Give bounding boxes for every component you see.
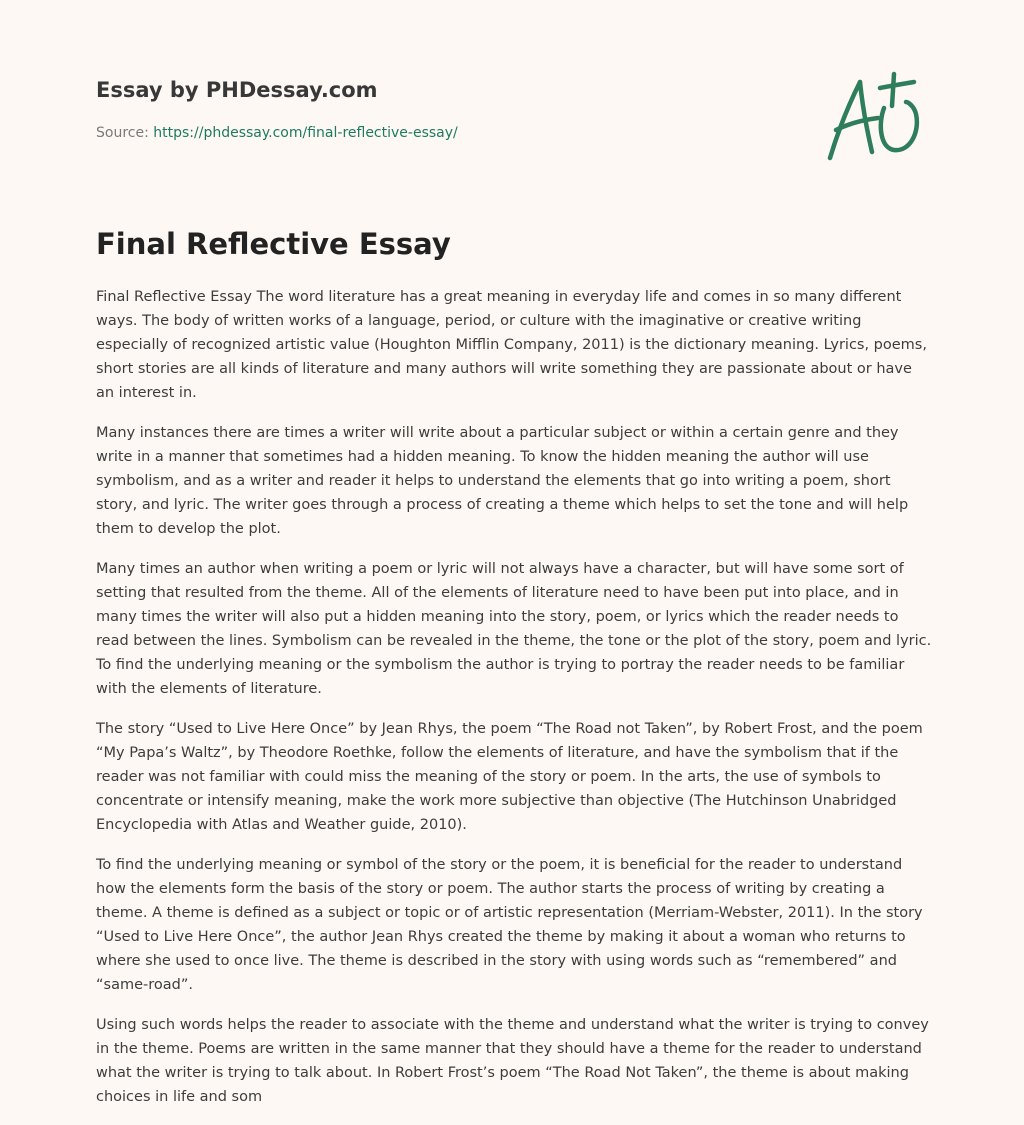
a-plus-logo-icon <box>822 68 926 166</box>
source-line <box>96 124 458 142</box>
site-brand: Essay by PHDessay.com <box>96 78 378 102</box>
paragraph: To find the underlying meaning or symbol of the story or the poem, it is beneficial for the reader to understand how the elements form the basis of the story or poem. The author starts the process of writing by creating a theme. A theme is defined as a subject or topic or of artistic representation (Merriam-Webster, 2011). In the story “Used to Live Here Once”, the author Jean Rhys created the theme by making it about a woman who returns to where she used to once live. The theme is described in the story with using words such as “remembered” and “same-road”. <box>96 857 923 993</box>
paragraph: Final Reflective Essay The word literature has a great meaning in everyday life and comes in so many different ways. The body of written works of a language, period, or culture with the imaginative or creative writing especially of recognized artistic value (Houghton Mifflin Company, 2011) is the dictionary meaning. Lyrics, poems, short stories are all kinds of literature and many authors will write something they are passionate about or have an interest in. <box>96 289 927 401</box>
paragraph: Using such words helps the reader to associate with the theme and understand what the writer is trying to convey in the theme. Poems are written in the same manner that they should have a theme for the reader to understand what the writer is trying to talk about. In Robert Frost’s poem “The Road Not Taken”, the theme is about making choices in life and som <box>96 1017 929 1105</box>
paragraph: Many instances there are times a writer will write about a particular subject or within a certain genre and they write in a manner that sometimes had a hidden meaning. To know the hidden meaning the author will use symbolism, and as a writer and reader it helps to understand the elements that go into writing a poem, short story, and lyric. The writer goes through a process of creating a theme which helps to set the tone and will help them to develop the plot. <box>96 425 909 537</box>
paragraph: Many times an author when writing a poem or lyric will not always have a character, but will have some sort of setting that resulted from the theme. All of the elements of literature need to have been put into place, and in many times the writer will also put a hidden meaning into the story, poem, or lyrics which the reader needs to read between the lines. Symbolism can be revealed in the theme, the tone or the plot of the story, poem and lyric. To find the underlying meaning or the symbolism the author is trying to portray the reader needs to be familiar with the elements of literature. <box>96 561 932 697</box>
paragraph: The story “Used to Live Here Once” by Jean Rhys, the poem “The Road not Taken”, by Robert Frost, and the poem “My Papa’s Waltz”, by Theodore Roethke, follow the elements of literature, and have the symbolism that if the reader was not familiar with could miss the meaning of the story or poem. In the arts, the use of symbols to concentrate or intensify meaning, make the work more subjective than objective (The Hutchinson Unabridged Encyclopedia with Atlas and Weather guide, 2010). <box>96 721 923 833</box>
article-title: Final Reflective Essay <box>96 227 451 261</box>
document-header <box>96 76 816 104</box>
source-label: Source: <box>96 125 149 141</box>
article-body <box>96 285 932 1125</box>
source-link[interactable]: https://phdessay.com/final-reflective-essay/ <box>153 125 458 141</box>
